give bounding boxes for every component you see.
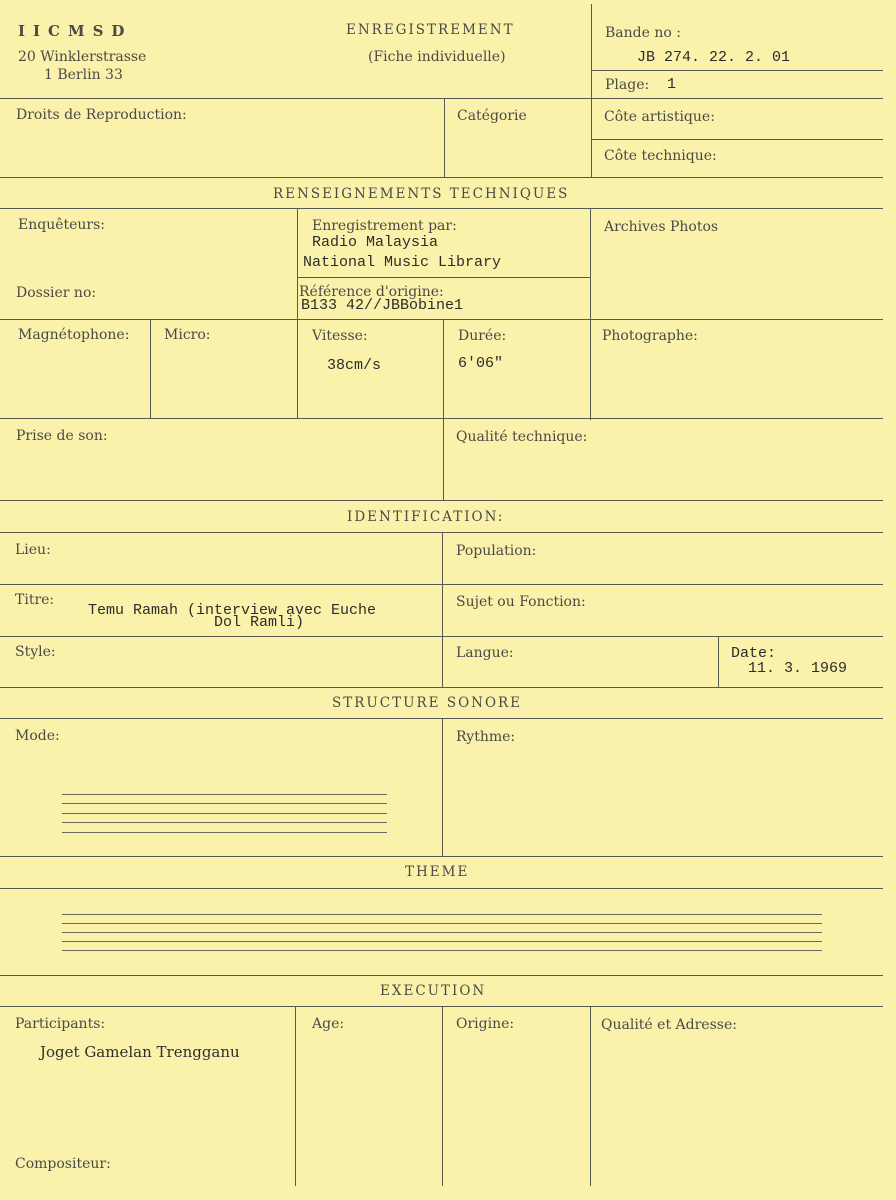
participants-label: Participants: (15, 1016, 106, 1032)
divider (591, 70, 883, 71)
vitesse-label: Vitesse: (312, 328, 368, 344)
mode-label: Mode: (15, 728, 60, 744)
divider (150, 319, 151, 418)
divider (442, 532, 443, 687)
reference-label: Référence d'origine: (299, 284, 444, 300)
staff-line (62, 941, 822, 942)
titre-value-line1: Temu Ramah (interview avec Euche (88, 602, 377, 619)
reference-value: B133 42//JBBobine1 (301, 297, 464, 314)
lieu-label: Lieu: (15, 542, 51, 558)
divider (0, 319, 883, 320)
qualite-adresse-label: Qualité et Adresse: (601, 1017, 737, 1033)
divider (591, 4, 592, 177)
participants-value: Joget Gamelan Trengganu (40, 1043, 240, 1061)
org-address-line1: 20 Winklerstrasse (18, 49, 147, 65)
vitesse-value: 38cm/s (327, 357, 382, 374)
divider (591, 139, 883, 140)
section-title-identification: IDENTIFICATION: (347, 509, 505, 525)
duree-label: Durée: (458, 328, 507, 344)
duree-value: 6'06" (458, 355, 504, 372)
divider (0, 584, 883, 585)
bande-value: JB 274. 22. 2. 01 (637, 49, 791, 66)
categorie-label: Catégorie (457, 108, 527, 124)
section-title-execution: EXECUTION (380, 983, 487, 999)
divider (0, 687, 883, 688)
divider (0, 636, 883, 637)
divider (443, 319, 444, 500)
enregistrement-par-label: Enregistrement par: (312, 218, 457, 234)
archives-photos-label: Archives Photos (604, 219, 719, 235)
enqueteurs-label: Enquêteurs: (18, 217, 106, 233)
divider (590, 1006, 591, 1186)
section-title-structure: STRUCTURE SONORE (332, 695, 523, 711)
date-value: 11. 3. 1969 (748, 660, 848, 677)
enregistrement-par-value-line1: Radio Malaysia (312, 234, 439, 251)
titre-label: Titre: (15, 592, 55, 608)
divider (0, 177, 883, 178)
qualite-technique-label: Qualité technique: (456, 429, 588, 445)
cote-artistique-label: Côte artistique: (604, 109, 715, 125)
divider (0, 418, 883, 419)
langue-label: Langue: (456, 645, 514, 661)
origine-label: Origine: (456, 1016, 515, 1032)
style-label: Style: (15, 644, 56, 660)
date-label: Date: (731, 645, 777, 662)
org-address-line2: 1 Berlin 33 (44, 67, 123, 83)
age-label: Age: (312, 1016, 345, 1032)
plage-value: 1 (667, 76, 677, 93)
magnetophone-label: Magnétophone: (18, 327, 130, 343)
divider (718, 636, 719, 687)
form-subtitle: (Fiche individuelle) (368, 49, 506, 65)
staff-line (62, 803, 387, 804)
staff-line (62, 950, 822, 951)
micro-label: Micro: (164, 327, 211, 343)
dossier-label: Dossier no: (16, 285, 97, 301)
divider (295, 1006, 296, 1186)
staff-line (62, 813, 387, 814)
staff-line (62, 932, 822, 933)
photographe-label: Photographe: (602, 328, 698, 344)
divider (444, 98, 445, 177)
compositeur-label: Compositeur: (15, 1156, 111, 1172)
org-logo: IICMSD (18, 22, 133, 40)
prise-de-son-label: Prise de son: (16, 428, 108, 444)
divider (297, 208, 298, 418)
divider (0, 856, 883, 857)
divider (0, 888, 883, 889)
divider (0, 500, 883, 501)
divider (590, 208, 591, 420)
divider (0, 98, 883, 99)
rythme-label: Rythme: (456, 729, 516, 745)
staff-line (62, 794, 387, 795)
divider (442, 1006, 443, 1186)
plage-label: Plage: (605, 77, 650, 93)
staff-line (62, 923, 822, 924)
titre-value-line2: Dol Ramli) (214, 614, 305, 631)
population-label: Population: (456, 543, 537, 559)
divider (297, 277, 590, 278)
staff-line (62, 822, 387, 823)
staff-line (62, 832, 387, 833)
section-title-theme: THEME (405, 864, 470, 880)
enregistrement-par-value-line2: National Music Library (303, 254, 502, 271)
staff-line (62, 914, 822, 915)
divider (0, 975, 883, 976)
cote-technique-label: Côte technique: (604, 148, 717, 164)
sujet-label: Sujet ou Fonction: (456, 594, 586, 610)
section-title-technique: RENSEIGNEMENTS TECHNIQUES (273, 186, 570, 202)
divider (0, 208, 883, 209)
divider (442, 718, 443, 856)
form-title: ENREGISTREMENT (346, 22, 515, 38)
bande-label: Bande no : (605, 25, 681, 41)
droits-label: Droits de Reproduction: (16, 107, 187, 123)
